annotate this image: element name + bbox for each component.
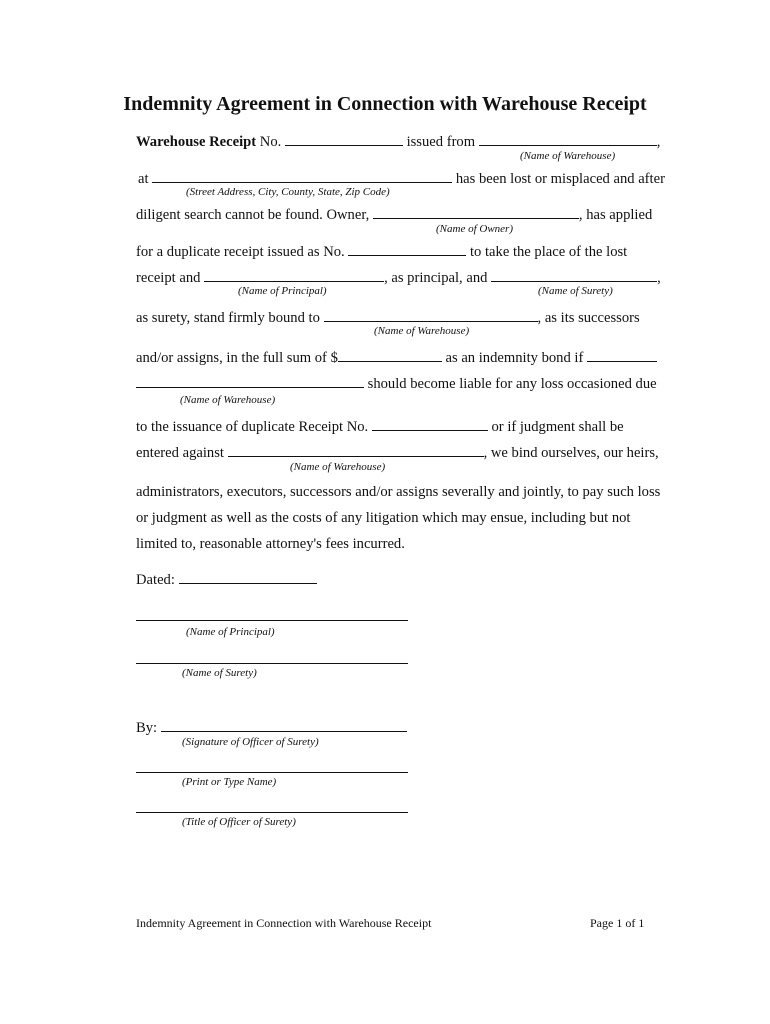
footer-page-number: Page 1 of 1: [590, 916, 645, 930]
blank-owner[interactable]: [373, 204, 579, 219]
blank-sum[interactable]: [338, 347, 442, 362]
dated-label: Dated:: [136, 572, 179, 588]
caption-name-of-warehouse: (Name of Warehouse): [180, 394, 276, 406]
signature-line-print-name[interactable]: [136, 772, 408, 773]
signature-line-officer-title[interactable]: [136, 812, 408, 813]
line-receipt-number: Warehouse Receipt No. issued from ,: [136, 131, 660, 151]
by-line: [136, 717, 407, 737]
line-duplicate-number: for a duplicate receipt issued as No. to take the place of the lost: [136, 241, 627, 261]
line-principal-surety: receipt and , as principal, and ,: [136, 267, 661, 287]
signature-line-principal[interactable]: [136, 620, 408, 621]
line-entered-against: entered against , we bind ourselves, our heirs,: [136, 442, 659, 462]
caption-name-of-principal: (Name of Principal): [186, 626, 275, 638]
blank-duplicate-receipt-number[interactable]: [372, 416, 488, 431]
caption-name-of-surety: (Name of Surety): [538, 285, 613, 297]
signature-line-surety[interactable]: [136, 663, 408, 664]
caption-address: (Street Address, City, County, State, Zip Code): [186, 186, 390, 198]
line-owner: diligent search cannot be found. Owner, , has applied: [136, 204, 652, 224]
blank-liable-warehouse[interactable]: [136, 373, 364, 388]
blank-bound-to-warehouse[interactable]: [324, 307, 538, 322]
text-line: limited to, reasonable attorney's fees incurred.: [136, 536, 405, 552]
blank-receipt-number[interactable]: [285, 131, 403, 146]
label-warehouse-receipt: Warehouse Receipt: [136, 134, 257, 150]
blank-date[interactable]: [179, 569, 317, 584]
line-liable: should become liable for any loss occasioned due: [136, 373, 657, 393]
blank-duplicate-number[interactable]: [348, 241, 466, 256]
line-address: at has been lost or misplaced and after: [138, 168, 665, 188]
footer-document-title: Indemnity Agreement in Connection with Warehouse Receipt: [136, 916, 432, 930]
blank-entered-against[interactable]: [228, 442, 484, 457]
line-bound-to: as surety, stand firmly bound to , as its successors: [136, 307, 640, 327]
caption-name-of-principal: (Name of Principal): [238, 285, 327, 297]
line-duplicate-receipt: to the issuance of duplicate Receipt No. or if judgment shall be: [136, 416, 624, 436]
text-line: or judgment as well as the costs of any litigation which may ensue, including but not: [136, 510, 631, 526]
document-title: Indemnity Agreement in Connection with Warehouse Receipt: [123, 93, 647, 115]
caption-name-of-surety: (Name of Surety): [182, 667, 257, 679]
blank-address[interactable]: [152, 168, 452, 183]
blank-issued-from[interactable]: [479, 131, 657, 146]
dated-line: [136, 569, 317, 589]
caption-name-of-warehouse: (Name of Warehouse): [290, 461, 386, 473]
blank-bond-if[interactable]: [587, 347, 657, 362]
text-line: administrators, executors, successors and/or assigns severally and jointly, to pay such loss: [136, 484, 661, 500]
caption-title-of-officer: (Title of Officer of Surety): [182, 816, 296, 828]
blank-officer-signature[interactable]: [161, 717, 407, 732]
by-label: By:: [136, 720, 161, 736]
caption-signature-of-officer: (Signature of Officer of Surety): [182, 736, 319, 748]
blank-surety[interactable]: [491, 267, 657, 282]
line-sum: and/or assigns, in the full sum of $ as an indemnity bond if: [136, 347, 657, 367]
caption-name-of-warehouse: (Name of Warehouse): [374, 325, 470, 337]
caption-name-of-warehouse: (Name of Warehouse): [520, 150, 616, 162]
caption-name-of-owner: (Name of Owner): [436, 223, 513, 235]
blank-principal[interactable]: [204, 267, 384, 282]
caption-print-or-type-name: (Print or Type Name): [182, 776, 277, 788]
